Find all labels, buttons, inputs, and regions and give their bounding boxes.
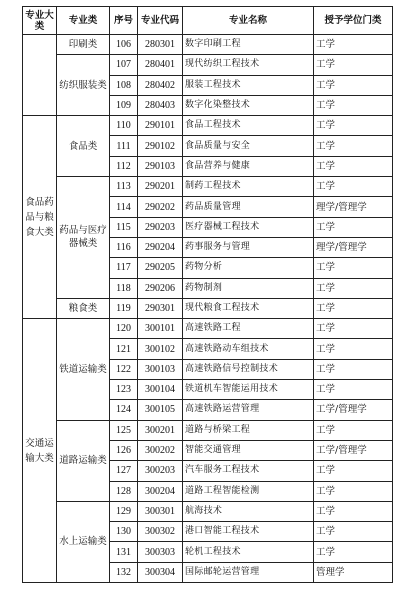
code-cell: 280403	[138, 95, 183, 115]
seq-cell: 116	[110, 237, 138, 257]
degree-cell: 工学	[314, 481, 393, 501]
seq-cell: 131	[110, 542, 138, 562]
degree-cell: 工学	[314, 75, 393, 95]
seq-cell: 111	[110, 136, 138, 156]
major-name-cell: 制药工程技术	[183, 177, 314, 197]
seq-cell: 132	[110, 562, 138, 582]
seq-cell: 121	[110, 339, 138, 359]
major-name-cell: 智能交通管理	[183, 440, 314, 460]
sub-category-cell: 印刷类	[57, 35, 110, 55]
degree-cell: 工学	[314, 501, 393, 521]
seq-cell: 119	[110, 298, 138, 318]
degree-cell: 工学	[314, 420, 393, 440]
table-row	[23, 420, 393, 440]
degree-cell: 工学	[314, 359, 393, 379]
major-name-cell: 药物制剂	[183, 278, 314, 298]
degree-cell: 理学/管理学	[314, 197, 393, 217]
seq-cell: 109	[110, 95, 138, 115]
degree-cell: 工学/管理学	[314, 440, 393, 460]
code-cell: 300201	[138, 420, 183, 440]
code-cell: 300302	[138, 522, 183, 542]
degree-cell: 工学	[314, 542, 393, 562]
seq-cell: 118	[110, 278, 138, 298]
sub-category-cell: 铁道运输类	[57, 319, 110, 420]
code-cell: 300301	[138, 501, 183, 521]
code-cell: 290203	[138, 217, 183, 237]
table-row	[23, 319, 393, 339]
seq-cell: 117	[110, 258, 138, 278]
seq-cell: 114	[110, 197, 138, 217]
major-name-cell: 服装工程技术	[183, 75, 314, 95]
seq-cell: 112	[110, 156, 138, 176]
sub-category-cell: 纺织服装类	[57, 55, 110, 116]
degree-cell: 工学	[314, 380, 393, 400]
degree-cell: 理学/管理学	[314, 237, 393, 257]
major-category-cell: 食品药品与粮食大类	[23, 116, 57, 319]
header-seq: 序号	[110, 7, 138, 35]
header-name: 专业名称	[183, 7, 314, 35]
seq-cell: 106	[110, 35, 138, 55]
major-name-cell: 食品工程技术	[183, 116, 314, 136]
code-cell: 300102	[138, 339, 183, 359]
table-header-row	[23, 7, 393, 35]
major-name-cell: 道路与桥梁工程	[183, 420, 314, 440]
degree-cell: 工学	[314, 278, 393, 298]
seq-cell: 127	[110, 461, 138, 481]
major-name-cell: 食品质量与安全	[183, 136, 314, 156]
table-row	[23, 116, 393, 136]
major-name-cell: 药事服务与管理	[183, 237, 314, 257]
degree-cell: 管理学	[314, 562, 393, 582]
degree-cell: 工学	[314, 136, 393, 156]
majors-table	[22, 6, 393, 583]
code-cell: 280301	[138, 35, 183, 55]
seq-cell: 108	[110, 75, 138, 95]
major-name-cell: 铁道机车智能运用技术	[183, 380, 314, 400]
seq-cell: 128	[110, 481, 138, 501]
major-name-cell: 医疗器械工程技术	[183, 217, 314, 237]
seq-cell: 124	[110, 400, 138, 420]
major-name-cell: 国际邮轮运营管理	[183, 562, 314, 582]
degree-cell: 工学	[314, 35, 393, 55]
degree-cell: 工学	[314, 258, 393, 278]
seq-cell: 129	[110, 501, 138, 521]
major-category-cell	[23, 35, 57, 116]
major-name-cell: 现代粮食工程技术	[183, 298, 314, 318]
major-category-cell: 交通运输大类	[23, 319, 57, 583]
degree-cell: 工学	[314, 298, 393, 318]
seq-cell: 123	[110, 380, 138, 400]
code-cell: 290301	[138, 298, 183, 318]
header-sub-category: 专业类	[57, 7, 110, 35]
code-cell: 290204	[138, 237, 183, 257]
header-degree: 授予学位门类	[314, 7, 393, 35]
sub-category-cell: 道路运输类	[57, 420, 110, 501]
header-major-category: 专业大类	[23, 7, 57, 35]
document-page	[22, 6, 392, 583]
sub-category-cell: 水上运输类	[57, 501, 110, 582]
code-cell: 300101	[138, 319, 183, 339]
degree-cell: 工学	[314, 156, 393, 176]
seq-cell: 115	[110, 217, 138, 237]
degree-cell: 工学	[314, 217, 393, 237]
table-row	[23, 501, 393, 521]
degree-cell: 工学	[314, 461, 393, 481]
code-cell: 290206	[138, 278, 183, 298]
degree-cell: 工学	[314, 116, 393, 136]
seq-cell: 113	[110, 177, 138, 197]
table-body	[23, 35, 393, 583]
seq-cell: 130	[110, 522, 138, 542]
major-name-cell: 汽车服务工程技术	[183, 461, 314, 481]
code-cell: 290202	[138, 197, 183, 217]
major-name-cell: 数字化染整技术	[183, 95, 314, 115]
code-cell: 290101	[138, 116, 183, 136]
degree-cell: 工学	[314, 339, 393, 359]
table-row	[23, 177, 393, 197]
code-cell: 300304	[138, 562, 183, 582]
seq-cell: 120	[110, 319, 138, 339]
major-name-cell: 航海技术	[183, 501, 314, 521]
code-cell: 300303	[138, 542, 183, 562]
major-name-cell: 轮机工程技术	[183, 542, 314, 562]
code-cell: 300105	[138, 400, 183, 420]
major-name-cell: 高速铁路动车组技术	[183, 339, 314, 359]
sub-category-cell: 粮食类	[57, 298, 110, 318]
major-name-cell: 现代纺织工程技术	[183, 55, 314, 75]
major-name-cell: 高速铁路信号控制技术	[183, 359, 314, 379]
table-row	[23, 298, 393, 318]
major-name-cell: 药品质量管理	[183, 197, 314, 217]
major-name-cell: 港口智能工程技术	[183, 522, 314, 542]
sub-category-cell: 药品与医疗器械类	[57, 177, 110, 299]
sub-category-cell: 食品类	[57, 116, 110, 177]
code-cell: 290201	[138, 177, 183, 197]
degree-cell: 工学	[314, 319, 393, 339]
code-cell: 300103	[138, 359, 183, 379]
major-name-cell: 药物分析	[183, 258, 314, 278]
degree-cell: 工学	[314, 522, 393, 542]
degree-cell: 工学	[314, 177, 393, 197]
code-cell: 300203	[138, 461, 183, 481]
table-row	[23, 55, 393, 75]
major-name-cell: 高速铁路工程	[183, 319, 314, 339]
seq-cell: 126	[110, 440, 138, 460]
code-cell: 300202	[138, 440, 183, 460]
major-name-cell: 高速铁路运营管理	[183, 400, 314, 420]
seq-cell: 125	[110, 420, 138, 440]
major-name-cell: 数字印刷工程	[183, 35, 314, 55]
seq-cell: 107	[110, 55, 138, 75]
degree-cell: 工学	[314, 95, 393, 115]
code-cell: 290205	[138, 258, 183, 278]
code-cell: 290103	[138, 156, 183, 176]
code-cell: 300104	[138, 380, 183, 400]
header-code: 专业代码	[138, 7, 183, 35]
code-cell: 280402	[138, 75, 183, 95]
degree-cell: 工学	[314, 55, 393, 75]
major-name-cell: 道路工程智能检测	[183, 481, 314, 501]
seq-cell: 122	[110, 359, 138, 379]
code-cell: 280401	[138, 55, 183, 75]
seq-cell: 110	[110, 116, 138, 136]
major-name-cell: 食品营养与健康	[183, 156, 314, 176]
degree-cell: 工学/管理学	[314, 400, 393, 420]
table-row	[23, 35, 393, 55]
code-cell: 300204	[138, 481, 183, 501]
code-cell: 290102	[138, 136, 183, 156]
